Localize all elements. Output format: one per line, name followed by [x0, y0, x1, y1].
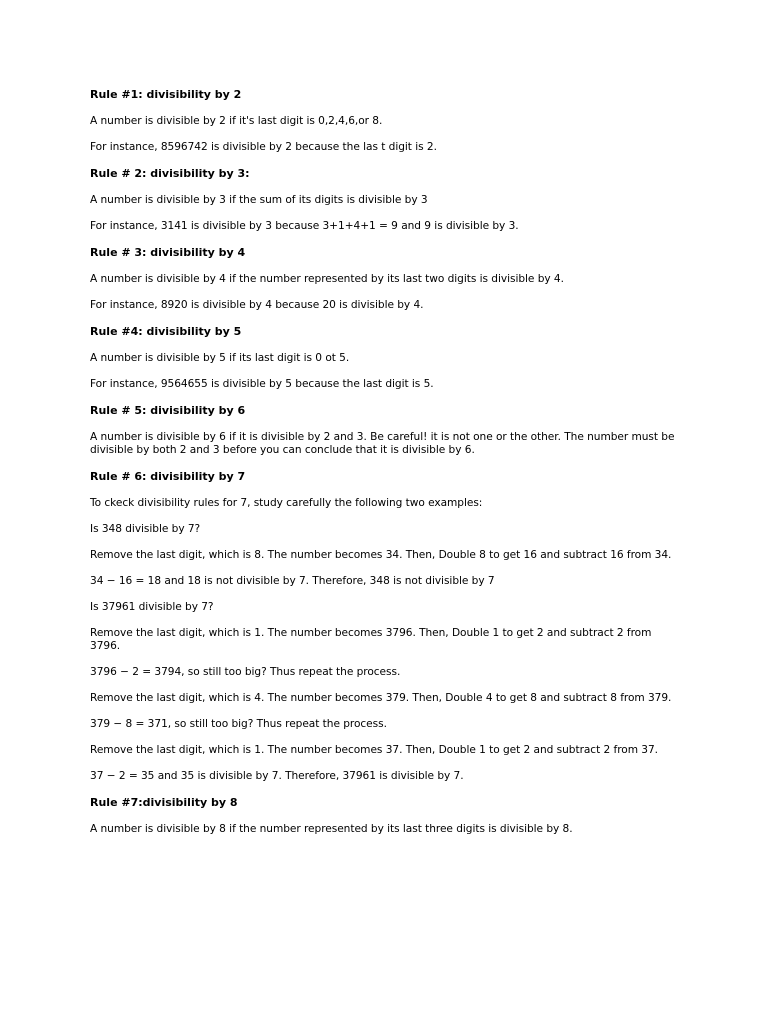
- rule-6-example-2-step-2: Remove the last digit, which is 4. The number becomes 379. Then, Double 4 to get 8 and subtract 8 from 379.: [90, 692, 672, 704]
- rule-7-statement: A number is divisible by 8 if the number represented by its last three digits is divisible by 8.: [90, 823, 573, 835]
- rule-6-example-2-result: 37 − 2 = 35 and 35 is divisible by 7. Therefore, 37961 is divisible by 7.: [90, 770, 464, 782]
- rule-6-heading: Rule # 6: divisibility by 7: [90, 470, 246, 483]
- rule-6-example-1-step: Remove the last digit, which is 8. The number becomes 34. Then, Double 8 to get 16 and subtract 16 from 34.: [90, 549, 672, 561]
- rule-6-intro: To ckeck divisibility rules for 7, study carefully the following two examples:: [90, 497, 483, 509]
- rule-5-statement: A number is divisible by 6 if it is divisible by 2 and 3. Be careful! it is not one or the other. The number must be divisible by both 2 and 3 before you can conclude that it is divisible by 6.: [90, 431, 675, 456]
- rule-3-heading: Rule # 3: divisibility by 4: [90, 246, 246, 259]
- rule-7-heading: Rule #7:divisibility by 8: [90, 796, 238, 809]
- rule-1-heading: Rule #1: divisibility by 2: [90, 88, 242, 101]
- rule-1-statement: A number is divisible by 2 if it's last digit is 0,2,4,6,or 8.: [90, 115, 383, 127]
- rule-3-example: For instance, 8920 is divisible by 4 because 20 is divisible by 4.: [90, 299, 424, 311]
- document-page: [90, 88, 680, 849]
- rule-1-example: For instance, 8596742 is divisible by 2 because the las t digit is 2.: [90, 141, 437, 153]
- rule-3-statement: A number is divisible by 4 if the number represented by its last two digits is divisible by 4.: [90, 273, 564, 285]
- rule-4-statement: A number is divisible by 5 if its last digit is 0 ot 5.: [90, 352, 350, 364]
- rule-6-example-1-question: Is 348 divisible by 7?: [90, 523, 201, 535]
- rule-6-example-2-check-1: 3796 − 2 = 3794, so still too big? Thus repeat the process.: [90, 666, 401, 678]
- rule-4-example: For instance, 9564655 is divisible by 5 because the last digit is 5.: [90, 378, 434, 390]
- rule-2-statement: A number is divisible by 3 if the sum of its digits is divisible by 3: [90, 194, 428, 206]
- rule-2-heading: Rule # 2: divisibility by 3:: [90, 167, 250, 180]
- rule-6-example-1-result: 34 − 16 = 18 and 18 is not divisible by 7. Therefore, 348 is not divisible by 7: [90, 575, 495, 587]
- rule-5-heading: Rule # 5: divisibility by 6: [90, 404, 246, 417]
- rule-4-heading: Rule #4: divisibility by 5: [90, 325, 242, 338]
- rule-6-example-2-question: Is 37961 divisible by 7?: [90, 601, 214, 613]
- rule-6-example-2-check-2: 379 − 8 = 371, so still too big? Thus repeat the process.: [90, 718, 387, 730]
- rule-6-example-2-step-3: Remove the last digit, which is 1. The number becomes 37. Then, Double 1 to get 2 and subtract 2 from 37.: [90, 744, 658, 756]
- rule-6-example-2-step-1: Remove the last digit, which is 1. The number becomes 3796. Then, Double 1 to get 2 and subtract 2 from 3796.: [90, 627, 652, 652]
- rule-2-example: For instance, 3141 is divisible by 3 because 3+1+4+1 = 9 and 9 is divisible by 3.: [90, 220, 519, 232]
